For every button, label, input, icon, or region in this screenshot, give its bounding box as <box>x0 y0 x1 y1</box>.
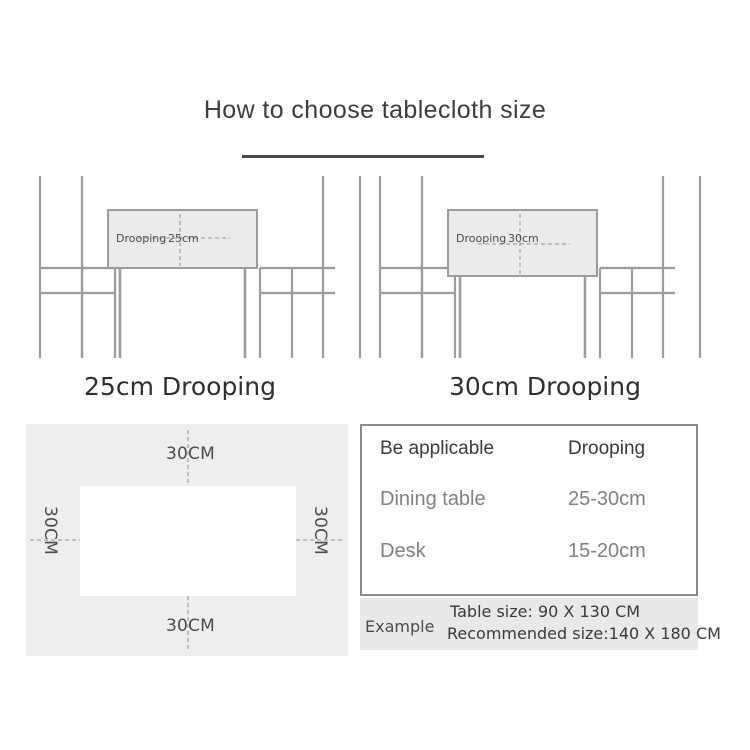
table-header-drooping: Drooping <box>568 438 646 459</box>
cell-desk: Desk <box>380 540 426 562</box>
example-recommended-size: Recommended size:140 X 180 CM <box>447 624 721 643</box>
page-title: How to choose tablecloth size <box>203 96 547 124</box>
table-header-row <box>362 438 696 460</box>
table-row-desk <box>362 540 696 563</box>
example-table-size: Table size: 90 X 130 CM <box>450 602 641 621</box>
dim-bottom-label: 30CM <box>166 616 215 636</box>
diagram-panel-25cm <box>20 168 375 368</box>
cell-dining-drooping: 25-30cm <box>568 488 646 510</box>
chair-left-outer <box>40 176 115 358</box>
table-row-dining <box>362 488 696 511</box>
droop-label-right: Drooping <box>456 232 507 245</box>
example-label: Example <box>365 617 435 636</box>
chair-left-outer-2 <box>380 176 455 358</box>
droop-value-left: 25cm <box>168 232 199 245</box>
recommendation-table <box>360 424 698 596</box>
caption-30cm: 30cm Drooping <box>449 372 641 401</box>
chair-right-outer <box>260 176 360 358</box>
droop-label-left: Drooping <box>116 232 167 245</box>
table-header-applicable: Be applicable <box>380 438 495 459</box>
table-top-area <box>80 486 296 596</box>
droop-value-right: 30cm <box>508 232 539 245</box>
chair-right-outer-2 <box>600 176 700 358</box>
title-underline <box>242 155 484 158</box>
dim-top-label: 30CM <box>166 444 215 464</box>
cell-desk-drooping: 15-20cm <box>568 540 646 562</box>
cell-dining-table: Dining table <box>380 488 486 510</box>
dim-right-label: 30CM <box>310 506 330 555</box>
diagram-panel-30cm <box>365 168 720 368</box>
caption-25cm: 25cm Drooping <box>84 372 276 401</box>
dim-left-label: 30CM <box>40 506 60 555</box>
